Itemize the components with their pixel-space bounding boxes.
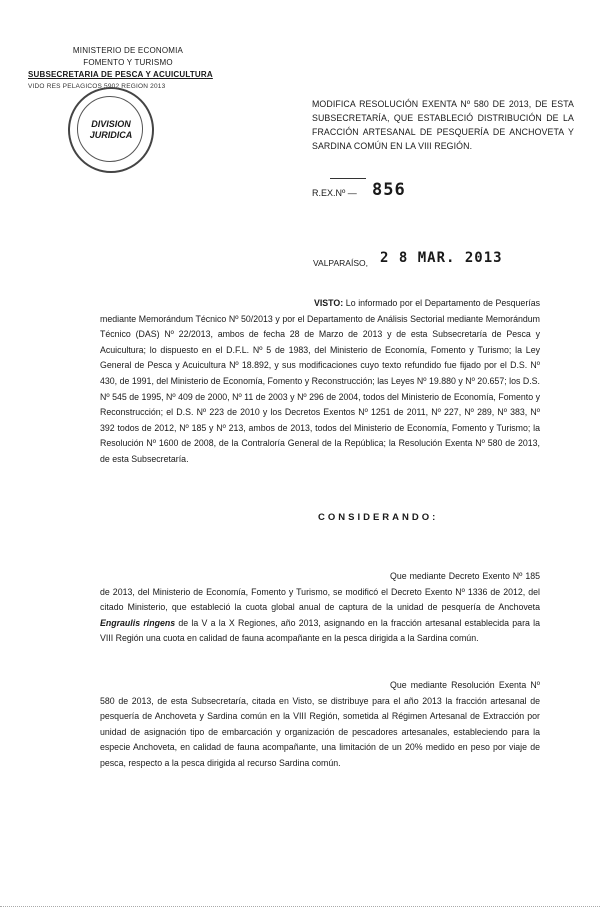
rex-label: R.EX.Nº —: [312, 188, 357, 198]
date-stamp: 2 8 MAR. 2013: [380, 250, 503, 266]
rex-number: 856: [372, 180, 406, 200]
resolution-title: MODIFICA RESOLUCIÓN EXENTA Nº 580 DE 2013, DE ESTA SUBSECRETARÍA, QUE ESTABLECIÓ DISTRIBUCIÓN DE LA FRACCIÓN ARTESANAL DE PESQUERÍA DE ANCHOVETA Y SARDINA COMÚN EN LA VIII REGIÓN.: [312, 99, 574, 151]
para1-text-a: Que mediante Decreto Exento Nº 185 de 2013, del Ministerio de Economía, Fomento y Turismo, se modificó el Decreto Exento Nº 1336 de 2012, del citado Ministerio, que estableció la cuota global anual de captura de la unidad de pesquería de Anchoveta: [100, 571, 540, 613]
page-footer-line: [0, 906, 600, 907]
stamp-line-1: DIVISION: [91, 119, 131, 129]
species-name: Engraulis ringens: [100, 617, 176, 628]
reference-code: VIDO RES PELAGICOS 5902 REGION 2013: [28, 83, 166, 90]
considerando-paragraph-2: Que mediante Resolución Exenta Nº 580 de 2013, de esta Subsecretaría, citada en Visto, se distribuye para el año 2013 la fracción artesanal de pesquería de Anchoveta y Sardina común en la VIII Región, sometida al Régimen Artesanal de Extracción por unidad de asignación tipo de embarcación y organización de pescadores artesanales, estableciendo para la especie Anchoveta, en calidad de fauna acompañante, una limitación de un 20% medido en peso por viaje de pesca, respecto a la pesca dirigida al recurso Sardina común.: [100, 680, 540, 768]
stamp-text: [70, 119, 152, 141]
visto-text: Lo informado por el Departamento de Pesquerías mediante Memorándum Técnico Nº 50/2013 y por el Departamento de Análisis Sectorial mediante Memorándum Técnico (DAS) Nº 22/2013, ambos de fecha 28 de Marzo de 2013 y de esta Subsecretaría de Pesca y Acuicultura; lo dispuesto en el D.F.L. Nº 5 de 1983, del Ministerio de Economía, Fomento y Turismo; la Ley General de Pesca y Acuicultura Nº 18.892, y sus modificaciones cuyo texto refundido fue fijado por el D.S. Nº 430, de 1991, del Ministerio de Economía, Fomento y Reconstrucción; las Leyes Nº 19.880 y Nº 20.657; los D.S. Nº 545 de 1995, Nº 409 de 2000, Nº 11 de 2003 y Nº 296 de 2004, todos del Ministerio de Economía, Fomento y Reconstrucción; el D.S. Nº 223 de 2010 y los Decretos Exentos Nº 1251 de 2011, Nº 227, Nº 289, Nº 383, Nº 392 todos de 2012, Nº 185 y Nº 213, ambos de 2013, todos del Ministerio de Economía, Fomento y Turismo; la Resolución Nº 1600 de 2008, de la Contraloría General de la República; la Resolución Exenta Nº 580 de 2013, de esta Subsecretaría.: [100, 298, 540, 464]
visto-label: VISTO:: [314, 298, 344, 308]
place-label: VALPARAÍSO,: [313, 258, 368, 268]
ministry-subtitle: FOMENTO Y TURISMO: [83, 58, 173, 67]
rex-underline: [330, 178, 366, 179]
considerando-paragraph-1: [100, 569, 540, 647]
para1-text-b: de la V a la X Regiones, año 2013, asignando en la fracción artesanal establecida para la VIII Región una cuota en calidad de fauna acompañante en la pesca dirigida a la Sardina común.: [100, 617, 540, 644]
visto-paragraph: [100, 296, 540, 468]
considerando-heading: CONSIDERANDO:: [318, 512, 439, 523]
stamp-line-2: JURIDICA: [89, 130, 133, 140]
letterhead: [28, 45, 228, 93]
division-juridica-stamp: [68, 87, 154, 173]
subsecretaria-name: SUBSECRETARIA DE PESCA Y ACUICULTURA: [28, 70, 213, 79]
ministry-name: MINISTERIO DE ECONOMIA: [72, 46, 184, 55]
